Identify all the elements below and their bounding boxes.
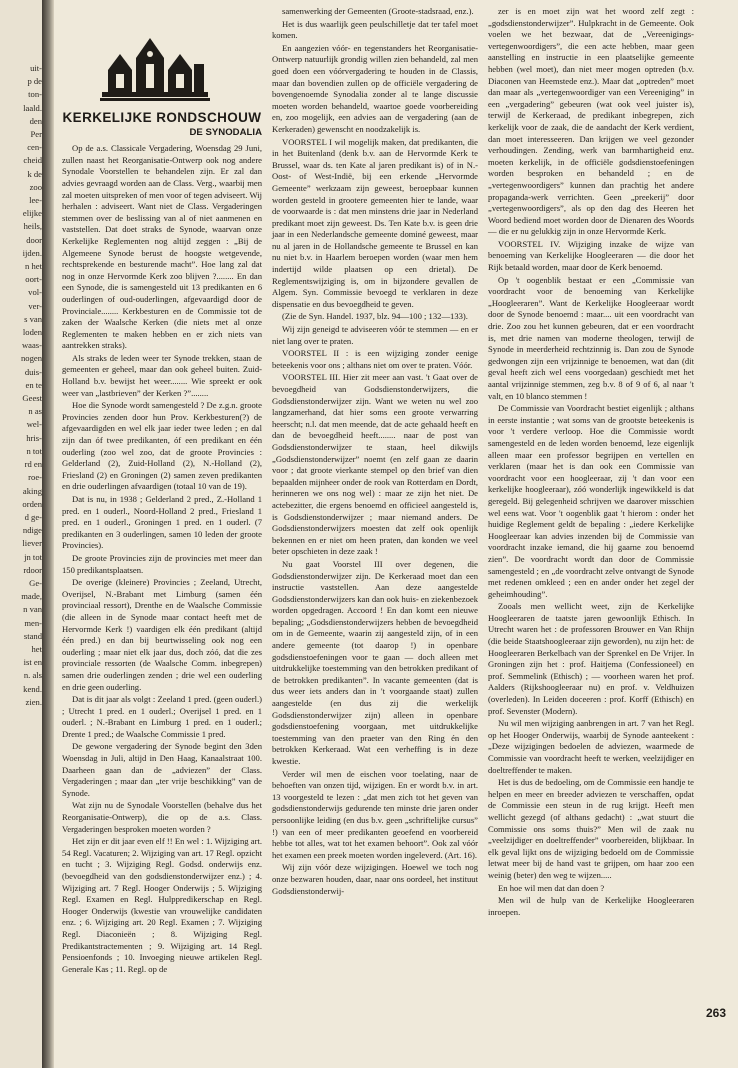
text-fragment: lee- (29, 195, 42, 206)
text-fragment: zoo (29, 181, 42, 192)
paragraph: De gewone vergadering der Synode begint den 3den Woensdag in Juli, altijd in Den Haag, Kanaalstraat 100. Daarheen gaan dan de „adviezen” der Class. Vergaderingen ; maar dan „ter vrije beschikking” van de Synode. (62, 741, 262, 798)
text-fragment: n tot (26, 445, 42, 456)
paragraph: De Commissie van Voordracht bestiet eigenlijk ; althans in eerste instantie ; wat soms van de grootste beteekenis is voor 't verdere verloop. Hoe die Commissie wordt samengesteld en de leden worden benoemd, leze eigenlijk alleen maar een professor begrijpen en vertellen en verklaren (maar het is dan ook een Commissie van voordracht voor een hoogleeraar, zij 't dan voor een kerkelijke hoogleeraar), zóó wonderlijk ingewikkeld is dat geregeld. Bij gelegenheid schrijven we daarover misschien wel eens wat. Voor 't oogenblik gaat 't hierom : onder het huidige Reglement geldt de bepaling : „iedere Kerkelijke Hoogleeraar kan advies inzenden bij de Commissie van voordracht inzake iemand, die hij gaarne zou benoemd zien”. De voordracht wordt dan door de Commissie samengesteld ; en „de voordracht zelve ontvangt de Synode met redenen omkleed ; een en ander onder het zegel der geheimhouding”. (488, 403, 694, 599)
text-fragment: n het (25, 261, 42, 272)
text-fragment: hris- (26, 432, 42, 443)
text-fragment: made, (21, 591, 42, 602)
paragraph: VOORSTEL IV. Wijziging inzake de wijze van benoeming van Kerkelijke Hoogleeraren — die door het Rijk betaald worden, maar door de Kerk benoemd. (488, 238, 694, 273)
text-fragment: jn tot (24, 551, 42, 562)
text-fragment: rdoor (23, 564, 42, 575)
paragraph: De groote Provincies zijn de provincies met meer dan 150 predikantsplaatsen. (62, 552, 262, 575)
paragraph: Verder wil men de eischen voor toelating, naar de behoeften van onzen tijd, wijzigen. En er wordt b.v. in art. 13 voorgesteld te lezen : „dat men zich tot het geven van godsdienstonderwijs gedurende ten minste drie jaren onder persoonlijke leiding (en dus b.v. geen „schriftelijke cursus” !) van een of meer predikanten geoefend en voorbereid hebbe tot alles, wat tot het examen behoort”. Ook zal vóór het examen een preek moeten worden ingeleverd. (Art. 16). (272, 768, 478, 860)
text-fragment: elijke (22, 208, 42, 219)
paragraph: Nu gaat Voorstel III over degenen, die Godsdienstonderwijzer zijn. De Kerkeraad moet dan een instructie vaststellen. Aan deze aangestelde Godsdienstonderwijzers kan dan ook huis- en ziekenbezoek worden opgedragen. Accoord ! En dan komt een nieuwe bepaling; „Godsdienstonderwijzers hebben de bevoegdheid om in de Gemeente, waarin zij aangesteld zijn, of in een andere gemeente (tot daarop !) in openbare godsdienstoefeningen voor te gaan — doch alleen met uitdrukkelijke toestemming van den betrokken predikant of de betrokken predikanten”. In vacante gemeenten (dat is dus weer iets anders dan in 't voorgaande staat) zullen aangestelde (en dus zij die werkelijk Godsdienstonderwijzer zijn) alleen in openbare godsdienstoefening voorgaan, met uitdrukkelijke toestemming van den praeter van den Ring én den betrokken Kerkeraad. Wat een verheffing is in deze kwestie. (272, 558, 478, 766)
paragraph: Zooals men wellicht weet, zijn de Kerkelijke Hoogleeraren de taatste jaren gewoonlijk Ethisch. In Utrecht waren het : de professoren Brouwer en Van Rhijn (die beide Staatshoogleeraar zijn geworden), nu zijn het: de Hoogleeraren Berkelbach van der Sprenkel en De Vrijer. In Groningen zijn het : prof. Haitjema (Confessioneel) en prof. Semmelink (Ethisch) ; — voorheen waren het prof. Aalders (Rijkshoogleeraar nu) en prof. v. Veldhuizen (overleden). In Leiden doceeren : prof. Korff (Ethisch) en prof. Sevenster (Modern). (488, 601, 694, 716)
text-fragment: n as (28, 406, 42, 417)
paragraph: Op de a.s. Classicale Vergadering, Woensdag 29 Juni, zullen naast het Reorganisatie-Ontwerp ook nog andere Synodale Voorstellen te behandelen zijn. Er zal dan advies gevraagd worden aan de Class. Verg., waarbij men zal moeten uitspreken of men voor of tegen adviseert. Wij herhalen : adviseert. Want niet de Class. Vergaderingen stemmen over de beslissing van al of niet aanmenen en vaststellen. Dat doet straks de Synode, waarvan onze Kerkelijke Reglementen nog altijd zeggen : „Bij de Algemeene Synode berust de hoogste wetgevende, rechtsprekende en besturende macht”. Hoe lang zal dat nog in onze Hervormde Kerk zoo blijven ?........ En dan een Synode, die is samengesteld uit 13 predikanten en 6 ouderlingen of oud-ouderlingen, afgevaardigd door de Provinciale........ Kerkbesturen en de Commissie tot de zaken der Waalsche Kerken (die niets met al onze Reglementen te maken hebben en er zich niets van aantrekken straks). (62, 143, 262, 351)
paragraph: samenwerking der Gemeenten (Groote-stadsraad, enz.). (282, 6, 474, 16)
church-emblem-icon (100, 30, 210, 104)
text-fragment: p de (27, 76, 42, 87)
text-fragment: Per (30, 129, 42, 140)
text-fragment: door (26, 234, 42, 245)
text-fragment: kend. (23, 683, 42, 694)
paragraph: Als straks de leden weer ter Synode trekken, staan de gemeenten er geheel, maar dan ook geheel buiten. Zuid-Holland b.v. bewijst het weer........ Wie spreekt er ook weer van „lastbrieven” der Kerken ?”........ (62, 352, 262, 398)
text-fragment: waas- (21, 340, 42, 351)
text-fragment: liever (22, 538, 42, 549)
text-fragment: oort- (25, 274, 42, 285)
text-fragment: ton- (28, 89, 42, 100)
text-fragment: roe- (28, 472, 42, 483)
text-fragment: uit- (30, 63, 42, 73)
text-fragment: ist en (23, 657, 42, 668)
text-fragment: men- (24, 617, 42, 628)
paragraph: zer is en moet zijn wat het woord zelf zegt : „godsdienstonderwijzer”. Hulpkracht in de Gemeente. Ook voelen we het bezwaar, dat de „Vereenigings-vertegenwoordigers”, die een acte hebben, maar geen aanstelling en instructie in een plaatselijke gemeente hebben (wel moet), dan niet meer mogen optreden (b.v. Diaconen van Heemstede enz.). Maar dat „optreden” moet dan maar als „vertegenwoordiger van een Vereeniging” in een „vergadering” gebeuren (wat ook veel juister is), terwijl de Kerkeraad, de predikant inbegrepen, zich kerkelijk voor de zaak, die de aandacht der Kerk verdient, dan moet interesseeren. Dan krijgen we veel gezonder verhoudingen. Zending, werk van barmhartigheid enz. moeten kerkelijk, in de officiële godsdienstoefeningen worden besproken en behandeld ; en de „vertegenwoordigers” kunnen dan prachtig het andere propaganda-werk verrichten. Geen „preekerij” door „vertegenwoordigers”, als op den dag des Heeren het Woord bediend moet worden door de Dienaren des Woords — die er nu gelukkig zijn in onze Hervormde Kerk. (488, 6, 694, 237)
text-fragment: Geest (22, 393, 42, 404)
text-fragment: s van (24, 313, 42, 324)
paragraph: (Zie de Syn. Handel. 1937, blz. 94—100 ; 132—133). (282, 311, 468, 322)
article-title: DE SYNODALIA (189, 126, 262, 138)
paragraph: Nu wil men wijziging aanbrengen in art. 7 van het Regl. op het Hooger Onderwijs, waarbij de Synode aanteekent : „Deze wijzigingen bedoelen de adviezen, waarmede de Commissie van voordracht heeft te werken, veelzijdiger en doeltreffender te maken. (488, 718, 694, 775)
paragraph: Wat zijn nu de Synodale Voorstellen (behalve dus het Reorganisatie-Ontwerp), die op de a.s. Class. Vergaderingen besproken moeten worden ? (62, 800, 262, 834)
section-title: KERKELIJKE RONDSCHOUW (62, 110, 262, 125)
paragraph: Hoe die Synode wordt samengesteld ? De z.g.n. groote Provincies zenden door hun Prov. Kerkbesturen(?) de afgevaardigden en wel elk jaar ieder twee leden ; en dal zijn dan óf twee predikanten, óf een predikant en één ouderling (zoo wel zoo, dat de groote Provincies : Gelderland (2), Zuid-Holland (2), N.-Holland (2), Friesland (2) en Groningen (2) samen zeven predikanten en drie ouderlingen afvaardigen (totaal 10 van de 19). (62, 400, 262, 492)
text-fragment: orden (22, 498, 42, 509)
paragraph: Het is dus de bedoeling, om de Commissie een handje te helpen en meer en breeder adviezen te verschaffen, opdat de Commissie een steun in de rug krijgt. Heeft men wellicht gezegd (of althans gedacht) : „wat stuurt die Commissie ons soms thuis?” Men wil de zaak nu „veelzijdiger en doeltreffender” voorbereiden, blijkbaar. In elk geval lijkt ons de wijziging bedoeld om de Commissie letwat meer bij de hand vast te grijpen, om haar zoo een weinig (beter) den weg te wijzen..... (488, 777, 694, 880)
text-fragment: loden (22, 327, 42, 338)
paragraph: En hoe wil men dat dan doen ? (498, 882, 605, 893)
paragraph: Men wil de hulp van de Kerkelijke Hoogleeraren inroepen. (488, 895, 694, 917)
text-fragment: n van (23, 604, 42, 615)
text-fragment: nogen (20, 353, 42, 364)
text-fragment: ndige (22, 525, 42, 536)
column-right (488, 6, 694, 919)
paragraph: Wij zijn geneigd te adviseeren vóór te stemmen — en er niet lang over te praten. (272, 324, 478, 346)
paragraph: VOORSTEL III. Hier zit meer aan vast. 't Gaat over de bevoegdheid van Godsdienstonderwijzers, die Godsdienstonderwijzer zijn. Want we weten nu wel zoo langzamerhand, dat hier soms een groote verwarring heerscht; n.l. dat men meende, dat de acte gehaald heeft en dan de bevoegdheid heeft........ naar de post van Godsdienstonderwijzer te staan, heel dikwijls „Godsdienstonderwijzer” noemt (en zelf gaan ze daarin voor ; dat groote vierkante stempel op den brief van dien bepaalden mijnheer onder de rook van Rotterdam en Dordt, herinneren we ons nog wel) : maar ze zijn het niet. De actebezitter, die ergens benoemd en officieel aangesteld is, is Godsdienstonderwijzer ; maar niemand anders. De Godsdienstonderwijzers moesten dat zelf ook openlijk bekennen en er niet om heen praten, dan konden we veel beter opschieten in deze zaak ! (272, 372, 478, 557)
text-fragment: cen- (27, 142, 42, 153)
column-middle (272, 6, 478, 898)
page-number: 263 (705, 1006, 726, 1020)
paragraph: VOORSTEL I wil mogelijk maken, dat predikanten, die in het Buitenland (denk b.v. aan de Hervormde Kerk te Brussel, waar ds. ten Kate al jaren predikant is) of in N.-Oost- of West-Indië, bij een erkende „Hervormde Gemeente” werkzaam zijn geweest, beroepbaar kunnen worden gesteld in grootere gemeenten hier te lande, waar de voorwaarde is : dat men minstens drie jaar in Nederland predikant moet zijn geweest. Ds. Ten Kate b.v. is geen drie jaar in een Nederlandsche gemeente dominé geweest, maar nu al jaren in de Hollandsche gemeente te Brussel en kan nu niet b.v. in Haarlem beroepen worden (waar men hem indertijd wilde plaatsen op een drietal). De Reglementswijziging is, om in bijzondere gevallen de Algem. Syn. Commissie bevoegd te verklaren in deze dispensatie en dus bevoegdheid te geven. (272, 136, 478, 309)
text-fragment: rd en (24, 459, 42, 470)
text-fragment: k de (27, 168, 42, 179)
text-fragment: wel- (26, 419, 42, 430)
magazine-page (54, 0, 738, 1068)
text-fragment: Ge- (29, 577, 42, 588)
adjacent-page-text-fragments (2, 62, 42, 709)
text-fragment: n. als (23, 670, 42, 681)
paragraph: Dat is dit jaar als volgt : Zeeland 1 pred. (geen ouderl.) ; Utrecht 1 pred. en 1 ouderl.; Overijsel 1 pred. en 1 ouderl. ; N.-Brabant en Limburg 1 pred. en 1 ouderl.; Drente 1 pred.; de Waalsche Commissie 1 pred. (62, 694, 262, 739)
text-fragment: het (31, 643, 42, 654)
text-fragment: ijden. (22, 247, 42, 258)
paragraph: De overige (kleinere) Provincies ; Zeeland, Utrecht, Overijsel, N.-Brabant met Limburg (samen één provinciaal ressort), Drenthe en de Waalsche Commissie (die alleen in de Synode maar contact heeft met de Hervormde Kerk !) vaardigen elk één predikant (altijd één pred.) en dan bij beurtwisseling ook nog een ouderling ; maar niet elk jaar dus, doch zóó, dat die zes provinciale ressorten (de Waalsche Comm. inbegrepen) samen drie ouderlingen zenden ; drie wel een ouderling en drie geen ouderling. (62, 577, 262, 692)
text-fragment: en te (25, 379, 42, 390)
paragraph: Op 't oogenblik bestaat er een „Commissie van voordracht voor de benoeming van Kerkelijke „Hoogleeraren”. Want de Kerkelijke Hoogleeraar wordt door de Synode benoemd : maar.... uit een voordracht van drie. Zoo zou het kunnen gebeuren, dat er een voordracht is, met drie namen van moderne theologen, terwijl de Synode in meerderheid rechtzinnig is. Dan zou de Synode gedwongen zijn een vrijzinnige te benoemen, wat dan (dit geval heeft zich wel eens voorgedaan) geschiedt met het aantal vrijzinnige stemmen, zeg b.v. 8 of 9 of 6, al naar 't valt, en 10 blanco stemmen ! (488, 274, 694, 401)
text-fragment: d ge- (24, 511, 42, 522)
paragraph: Het zijn er dit jaar even elf !! En wel : 1. Wijziging art. 54 Regl. Vacaturen; 2. Wijziging van art. 17 Regl. opzicht en tucht ; 3. Wijziging Regl. Godsd. onderwijs enz. (bevoegdheid van den godsdienstonderwijzer enz.) ; 4. Wijziging art. 7 Regl. Hooger Onderwijs ; 5. Wijziging Regl. Examen en Regl. Hulppredikerschap en Regl. Hooger Onderwijs (kwestie van vrouwelijke candidaten enz. ; 6. Wijziging art. 20 Regl. Examen ; 7. Wijziging Regl. Diaconieën ; 8. Wijziging Regl. Predikantstractementen ; 9. Wijziging art. 14 Regl. Pensioenfonds ; 10. Invoeging nieuwe artikelen Regl. Generale Kas ; 11. Regl. op de (62, 836, 262, 974)
paragraph: En aangezien vóór- en tegenstanders het Reorganisatie-Ontwerp natuurlijk grondig willen zien behandeld, zal men goed doen een vóórvergadering te houden in de Classis, maar dan bovendien zullen op de officiële vergadering de bovengenoemde Synodalia zonder al te lange discussie moeten worden behandeld, waartoe goede voorbereiding en, zoo mogelijk, een advies aan de vergadering (aan de Kerkeraden) gewenscht en noodzakelijk is. (272, 42, 478, 134)
paragraph: VOORSTEL II : is een wijziging zonder eenige beteekenis voor ons ; althans niet om over te praten. Vóór. (272, 348, 478, 370)
column-left (62, 18, 262, 976)
text-fragment: stand (23, 630, 42, 641)
text-fragment: vol- (28, 287, 42, 298)
paragraph: Dat is nu, in 1938 ; Gelderland 2 pred., Z.-Holland 1 pred. en 1 ouderl., Noord-Holland 2 pred., Friesland 1 pred. en 1 ouderl., Groningen 1 pred. en 1 ouderl. (7 predikanten en 3 ouderlingen, samen 10 leden der groote Provincies). (62, 494, 262, 551)
text-fragment: cheid (23, 155, 42, 166)
paragraph: Het is dus waarlijk geen peulschilletje dat ter tafel moet komen. (272, 18, 478, 41)
book-gutter (42, 0, 54, 1068)
adjacent-page-edge (0, 0, 42, 1068)
text-fragment: heils, (23, 221, 42, 232)
text-fragment: aking (22, 485, 42, 496)
text-fragment: laald. (23, 102, 42, 113)
text-fragment: zien. (25, 696, 42, 707)
text-fragment: duis- (24, 366, 42, 377)
paragraph: Wij zijn vóór deze wijzigingen. Hoewel we toch nog onze bezwaren houden, daar, naar ons oordeel, het instituut Godsdienstonderwij- (272, 862, 478, 896)
text-fragment: den (29, 115, 42, 126)
section-logo (62, 18, 262, 108)
text-fragment: ver- (28, 300, 42, 311)
